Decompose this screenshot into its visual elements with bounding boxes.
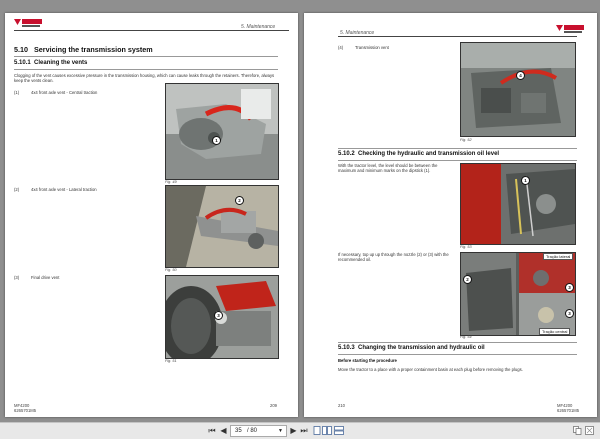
- navigation-toolbar: [0, 422, 600, 439]
- figure-transmission-vent: [460, 42, 576, 137]
- two-page-view-icon[interactable]: [322, 426, 332, 436]
- callout-2: 2: [235, 196, 244, 205]
- paragraph: With the tractor level, the level should be between the maximum and minimum marks on the dipstick (1).: [338, 163, 438, 174]
- callout-3: 3: [565, 283, 574, 292]
- footer-right: MF4200 6265701M5: [557, 403, 580, 413]
- list-item: (2) 4x4 front axle vent - Lateral traction: [14, 187, 97, 192]
- subsection-rule: [338, 354, 577, 355]
- figure-caption: Fig. 54: [460, 335, 472, 339]
- fullscreen-icon[interactable]: [584, 426, 594, 436]
- subsection-heading: 5.10.3 Changing the transmission and hydraulic oil: [338, 345, 485, 351]
- chevron-down-icon[interactable]: ▼: [278, 428, 283, 434]
- continuous-view-icon[interactable]: [334, 426, 344, 436]
- procedure-heading: Before starting the procedure: [338, 358, 397, 363]
- list-item: (3) Final drive vent: [14, 275, 60, 280]
- list-item: (1) 4x4 front axle vent - Central traction: [14, 90, 98, 95]
- subsection-rule: [14, 69, 278, 70]
- footer-left: MF4200 6265701M5: [14, 403, 37, 413]
- figure-final-drive: [165, 275, 279, 359]
- figure-dipstick: [460, 163, 576, 245]
- figure-front-axle-central: [165, 83, 279, 180]
- section-rule: [338, 342, 577, 343]
- subsection-heading: 5.10.2 Checking the hydraulic and transmission oil level: [338, 151, 500, 157]
- brand-logo: [14, 19, 42, 28]
- subsection-rule: [338, 160, 577, 161]
- figure-front-axle-lateral: [165, 185, 279, 268]
- last-page-icon[interactable]: ⏭: [300, 426, 308, 435]
- section-rule: [338, 148, 577, 149]
- page-number: 210: [338, 403, 345, 408]
- copy-icon[interactable]: [572, 426, 582, 436]
- figure-caption: Fig. 53: [460, 245, 472, 249]
- callout-3: 3: [565, 309, 574, 318]
- section-heading: 5.10 Servicing the transmission system: [14, 45, 153, 54]
- page-number: 209: [270, 403, 277, 408]
- figure-filler-nozzles: [460, 252, 576, 336]
- intro-paragraph: Clogging of the vent causes excessive pressure in the transmission housing, which can cause leaks through the retainers. Therefore, always keep the vents clean.: [14, 73, 275, 84]
- list-item: (4) Transmission vent: [338, 45, 389, 50]
- header-rule: [338, 36, 577, 37]
- total-pages: / 80: [247, 428, 258, 434]
- header-rule: [14, 30, 289, 31]
- figure-caption: Fig. 50: [165, 268, 177, 272]
- chapter-header: 5. Maintenance: [241, 24, 276, 30]
- page-210: [304, 13, 597, 417]
- label-central-traction: Tração central: [539, 328, 570, 335]
- first-page-icon[interactable]: ⏮: [208, 426, 216, 435]
- figure-caption: Fig. 52: [460, 138, 472, 142]
- single-page-view-icon[interactable]: [312, 426, 321, 436]
- page-209: [5, 13, 298, 417]
- next-page-icon[interactable]: ▶: [290, 426, 297, 435]
- callout-1: 1: [521, 176, 530, 185]
- brand-logo: [556, 25, 584, 34]
- page-number-input[interactable]: [230, 425, 287, 437]
- figure-caption: Fig. 51: [165, 359, 177, 363]
- callout-4: 4: [516, 71, 525, 80]
- previous-page-icon[interactable]: ◀: [220, 426, 227, 435]
- label-lateral-traction: Tração lateral: [543, 253, 573, 260]
- section-rule: [14, 56, 278, 57]
- figure-caption: Fig. 49: [165, 180, 177, 184]
- callout-3: 3: [214, 311, 223, 320]
- chapter-header: 5. Maintenance: [340, 30, 375, 36]
- callout-1: 1: [212, 136, 221, 145]
- current-page: 35: [235, 428, 242, 434]
- paragraph: Move the tractor to a place with a proper containment basin at each plug before removing the plugs.: [338, 367, 523, 372]
- paragraph: If necessary, top up up through the nozzle (2) or (3) with the recommended oil.: [338, 252, 449, 263]
- callout-2: 2: [463, 275, 472, 284]
- subsection-heading: 5.10.1 Cleaning the vents: [14, 60, 88, 66]
